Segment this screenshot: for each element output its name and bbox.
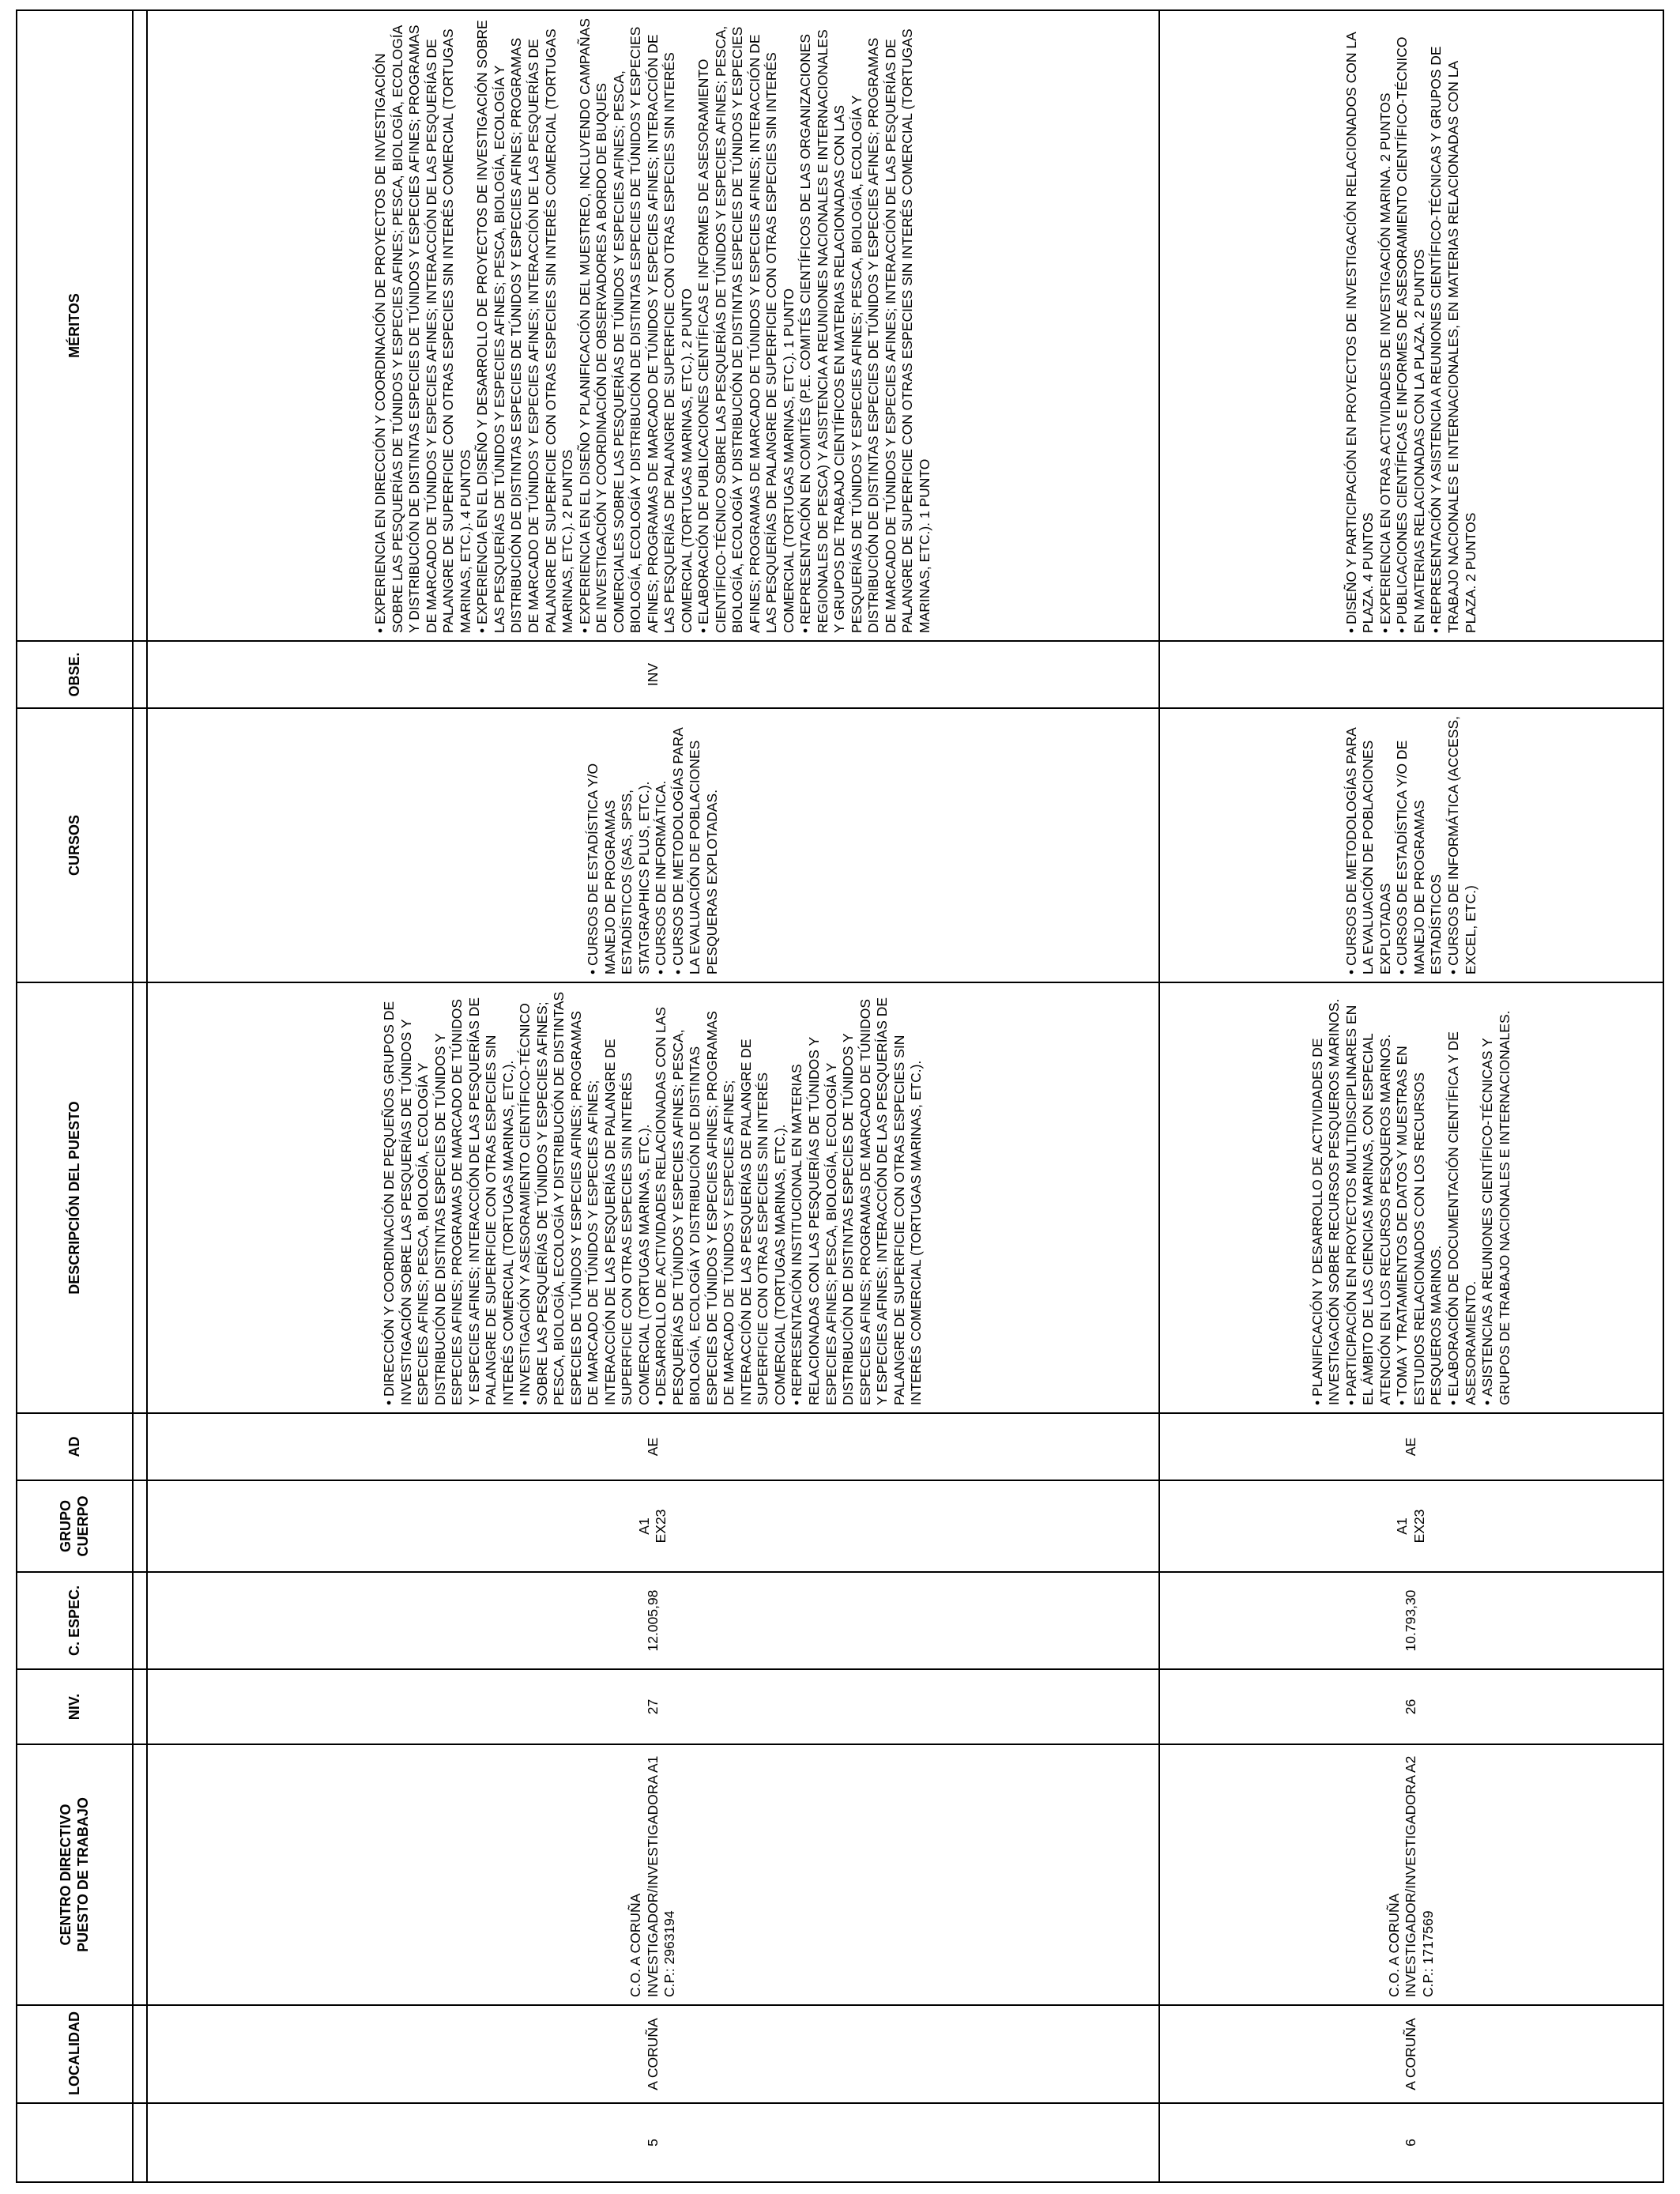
- grupo-value: A1: [635, 1517, 652, 1535]
- header-ad: AD: [17, 1413, 133, 1480]
- header-centro-line2: PUESTO DE TRABAJO: [75, 1797, 92, 1952]
- list-item: • DIRECCIÓN Y COORDINACIÓN DE PEQUEÑOS GRUPOS DE INVESTIGACIÓN SOBRE LAS PESQUERÍAS DE TÚNIDOS Y ESPECIES AFINES; PESCA, BIOLOGÍA, ECOLOGÍA Y DISTRIBUCIÓN DE DISTINTAS ESPECIES DE TÚNIDOS Y ESPECIES AFINES; PROGRAMAS DE MARCADO DE TÚNIDOS Y ESPECIES AFINES; INTERACCIÓN DE LAS PESQUERÍAS DE PALANGRE DE SUPERFICIE CON OTRAS ESPECIES SIN INTERÉS COMERCIAL (TORTUGAS MARINAS, ETC.).: [381, 990, 517, 1405]
- obse-cell: [1159, 641, 1663, 708]
- header-localidad: LOCALIDAD: [17, 2005, 133, 2103]
- list-item: • DISEÑO Y PARTICIPACIÓN EN PROYECTOS DE INVESTIGACIÓN RELACIONADOS CON LA PLAZA. 4 PUNTOS: [1343, 18, 1377, 633]
- complemento-cell: 10.793,30: [1159, 1572, 1663, 1669]
- complemento-cell: 12.005,98: [147, 1572, 1159, 1669]
- list-item: • EXPERIENCIA EN OTRAS ACTIVIDADES DE INVESTIGACIÓN MARINA. 2 PUNTOS: [1377, 18, 1395, 633]
- cursos-cell: [1159, 708, 1663, 982]
- header-cursos: CURSOS: [17, 708, 133, 982]
- header-descripcion: DESCRIPCIÓN DEL PUESTO: [17, 982, 133, 1413]
- list-item: • TOMA Y TRATAMIENTOS DE DATOS Y MUESTRAS EN ESTUDIOS RELACIONADOS CON LOS RECURSOS PESQUEROS MARINOS.: [1394, 990, 1445, 1405]
- centro-name: C.O. A CORUÑA: [627, 1893, 644, 1997]
- header-grupo-line1: GRUPO: [58, 1500, 74, 1553]
- descripcion-cell: [1159, 982, 1663, 1413]
- row-number: 6: [1159, 2103, 1663, 2182]
- list-item: • CURSOS DE ESTADÍSTICA Y/O MANEJO DE PROGRAMAS ESTADÍSTICOS (SAS, SPSS, STATGRAPHICS PLUS, ETC.).: [585, 716, 653, 974]
- puesto-name: INVESTIGADOR/INVESTIGADORA A2: [1403, 1755, 1419, 1997]
- localidad-cell: A CORUÑA: [1159, 2005, 1663, 2103]
- list-item: • CURSOS DE ESTADÍSTICA Y/O DE MANEJO DE PROGRAMAS ESTADÍSTICOS: [1394, 716, 1445, 974]
- list-item: • PARTICIPACIÓN EN PROYECTOS MULTIDISCIPLINARES EN EL ÁMBITO DE LAS CIENCIAS MARINAS, CON ESPECIAL ATENCIÓN EN LOS RECURSOS PESQUEROS MARINOS.: [1343, 990, 1395, 1405]
- header-centro-line1: CENTRO DIRECTIVO: [58, 1804, 74, 1946]
- header-num: [17, 2103, 133, 2182]
- list-item: • EXPERIENCIA EN DIRECCIÓN Y COORDINACIÓN DE PROYECTOS DE INVESTIGACIÓN SOBRE LAS PESQUERÍAS DE TÚNIDOS Y ESPECIES AFINES; PESCA, BIOLOGÍA, ECOLOGÍA Y DISTRIBUCIÓN DE DISTINTAS ESPECIES DE TÚNIDOS Y ESPECIES AFINES; PROGRAMAS DE MARCADO DE TÚNIDOS Y ESPECIES AFINES; INTERACCIÓN DE LAS PESQUERÍAS DE PALANGRE DE SUPERFICIE CON OTRAS ESPECIES SIN INTERÉS COMERCIAL (TORTUGAS MARINAS, ETC.). 4 PUNTOS: [372, 18, 474, 633]
- list-item: • ELABORACIÓN DE PUBLICACIONES CIENTÍFICAS E INFORMES DE ASESORAMIENTO CIENTÍFICO-TÉCNICO SOBRE LAS PESQUERÍAS DE TÚNIDOS Y ESPECIES AFINES; PESCA, BIOLOGÍA, ECOLOGÍA Y DISTRIBUCIÓN DE DISTINTAS ESPECIES DE TÚNIDOS Y ESPECIES AFINES; PROGRAMAS DE MARCADO DE TÚNIDOS Y ESPECIES AFINES; INTERACCIÓN DE LAS PESQUERÍAS DE PALANGRE DE SUPERFICIE CON OTRAS ESPECIES SIN INTERÉS COMERCIAL (TORTUGAS MARINAS, ETC.). 1 PUNTO: [695, 18, 797, 633]
- grupo-value: A1: [1394, 1517, 1411, 1535]
- list-item: • PUBLICACIONES CIENTÍFICAS E INFORMES DE ASESORAMIENTO CIENTÍFICO-TÉCNICO EN MATERIAS RELACIONADAS CON LA PLAZA. 2 PUNTOS: [1394, 18, 1428, 633]
- ad-cell: AE: [1159, 1413, 1663, 1480]
- header-cespec: C. ESPEC.: [17, 1572, 133, 1669]
- row-number: 5: [147, 2103, 1159, 2182]
- list-item: • DESARROLLO DE ACTIVIDADES RELACIONADAS CON LAS PESQUERÍAS DE TÚNIDOS Y ESPECIES AFINES; PESCA, BIOLOGÍA, ECOLOGÍA Y DISTRIBUCIÓN DE DISTINTAS ESPECIES DE TÚNIDOS Y ESPECIES AFINES; PROGRAMAS DE MARCADO DE TÚNIDOS Y ESPECIES AFINES; INTERACCIÓN DE LAS PESQUERÍAS DE PALANGRE DE SUPERFICIE CON OTRAS ESPECIES SIN INTERÉS COMERCIAL (TORTUGAS MARINAS, ETC.).: [653, 990, 789, 1405]
- header-meritos: MÉRITOS: [17, 10, 133, 641]
- codigo-puesto: C.P.: 2963194: [661, 1910, 678, 1997]
- header-row: [17, 10, 133, 2182]
- meritos-cell: [147, 10, 1159, 641]
- list-item: • ASISTENCIAS A REUNIONES CIENTÍFICO-TÉCNICAS Y GRUPOS DE TRABAJO NACIONALES E INTERNACIONALES.: [1479, 990, 1513, 1405]
- grupo-cell: [147, 1480, 1159, 1572]
- centro-name: C.O. A CORUÑA: [1385, 1893, 1402, 1997]
- list-item: • ELABORACIÓN DE DOCUMENTACIÓN CIENTÍFICA Y DE ASESORAMIENTO.: [1445, 990, 1479, 1405]
- localidad-cell: A CORUÑA: [147, 2005, 1159, 2103]
- table-row: [1159, 10, 1663, 2182]
- header-niv: NIV.: [17, 1669, 133, 1744]
- descripcion-cell: [147, 982, 1159, 1413]
- obse-cell: INV: [147, 641, 1159, 708]
- header-obse: OBSE.: [17, 641, 133, 708]
- centro-cell: [1159, 1744, 1663, 2005]
- nivel-cell: 26: [1159, 1669, 1663, 1744]
- codigo-puesto: C.P.: 1717569: [1419, 1910, 1436, 1997]
- list-item: • CURSOS DE INFORMÁTICA (ACCESS, EXCEL, ETC.): [1445, 716, 1479, 974]
- nivel-cell: 27: [147, 1669, 1159, 1744]
- meritos-cell: [1159, 10, 1663, 641]
- cuerpo-value: EX23: [653, 1509, 669, 1544]
- list-item: • CURSOS DE METODOLOGÍAS PARA LA EVALUACIÓN DE POBLACIONES PESQUERAS EXPLOTADAS.: [670, 716, 721, 974]
- list-item: • INVESTIGACIÓN Y ASESORAMIENTO CIENTÍFICO-TÉCNICO SOBRE LAS PESQUERÍAS DE TÚNIDOS Y ESPECIES AFINES; PESCA, BIOLOGÍA, ECOLOGÍA Y DISTRIBUCIÓN DE DISTINTAS ESPECIES DE TÚNIDOS Y ESPECIES AFINES; PROGRAMAS DE MARCADO DE TÚNIDOS Y ESPECIES AFINES; INTERACCIÓN DE LAS PESQUERÍAS DE PALANGRE DE SUPERFICIE CON OTRAS ESPECIES SIN INTERÉS COMERCIAL (TORTUGAS MARINAS, ETC.).: [517, 990, 653, 1405]
- list-item: • CURSOS DE INFORMÁTICA.: [653, 716, 670, 974]
- grupo-cell: [1159, 1480, 1663, 1572]
- list-item: • REPRESENTACIÓN EN COMITÉS (P.E. COMITÉS CIENTÍFICOS DE LAS ORGANIZACIONES REGIONALES DE PESCA) Y ASISTENCIA A REUNIONES NACIONALES E INTERNACIONALES Y GRUPOS DE TRABAJO CIENTÍFICOS EN MATERIAS RELACIONADAS CON LAS PESQUERÍAS DE TÚNIDOS Y ESPECIES AFINES; PESCA, BIOLOGÍA, ECOLOGÍA Y DISTRIBUCIÓN DE DISTINTAS ESPECIES DE TÚNIDOS Y ESPECIES AFINES; PROGRAMAS DE MARCADO DE TÚNIDOS Y ESPECIES AFINES; INTERACCIÓN DE LAS PESQUERÍAS DE PALANGRE DE SUPERFICIE CON OTRAS ESPECIES SIN INTERÉS COMERCIAL (TORTUGAS MARINAS, ETC.). 1 PUNTO: [797, 18, 933, 633]
- list-item: • CURSOS DE METODOLOGÍAS PARA LA EVALUACIÓN DE POBLACIONES EXPLOTADAS: [1343, 716, 1395, 974]
- list-item: • PLANIFICACIÓN Y DESARROLLO DE ACTIVIDADES DE INVESTIGACIÓN SOBRE RECURSOS PESQUEROS MARINOS.: [1309, 990, 1343, 1405]
- header-grupo-line2: CUERPO: [75, 1495, 92, 1557]
- centro-cell: [147, 1744, 1159, 2005]
- header-grupo: [17, 1480, 133, 1572]
- ad-cell: AE: [147, 1413, 1159, 1480]
- puesto-name: INVESTIGADOR/INVESTIGADORA A1: [644, 1755, 661, 1997]
- list-item: • EXPERIENCIA EN EL DISEÑO Y DESARROLLO DE PROYECTOS DE INVESTIGACIÓN SOBRE LAS PESQUERÍAS DE TÚNIDOS Y ESPECIES AFINES; PESCA, BIOLOGÍA, ECOLOGÍA Y DISTRIBUCIÓN DE DISTINTAS ESPECIES DE TÚNIDOS Y ESPECIES AFINES; PROGRAMAS DE MARCADO DE TÚNIDOS Y ESPECIES AFINES; INTERACCIÓN DE LAS PESQUERÍAS DE PALANGRE DE SUPERFICIE CON OTRAS ESPECIES SIN INTERÉS COMERCIAL (TORTUGAS MARINAS, ETC.). 2 PUNTOS: [474, 18, 576, 633]
- header-centro: [17, 1744, 133, 2005]
- spacer-row: [133, 10, 147, 2182]
- cursos-cell: [147, 708, 1159, 982]
- list-item: • EXPERIENCIA EN EL DISEÑO Y PLANIFICACIÓN DEL MUESTREO, INCLUYENDO CAMPAÑAS DE INVESTIGACIÓN Y COORDINACIÓN DE OBSERVADORES A BORDO DE BUQUES COMERCIALES SOBRE LAS PESQUERÍAS DE TÚNIDOS Y ESPECIES AFINES; PESCA, BIOLOGÍA, ECOLOGÍA Y DISTRIBUCIÓN DE DISTINTAS ESPECIES DE TÚNIDOS Y ESPECIES AFINES; PROGRAMAS DE MARCADO DE TÚNIDOS Y ESPECIES AFINES; INTERACCIÓN DE LAS PESQUERÍAS DE PALANGRE DE SUPERFICIE CON OTRAS ESPECIES SIN INTERÉS COMERCIAL (TORTUGAS MARINAS, ETC.). 2 PUNTO: [577, 18, 696, 633]
- cuerpo-value: EX23: [1411, 1509, 1427, 1544]
- list-item: • REPRESENTACIÓN INSTITUCIONAL EN MATERIAS RELACIONADAS CON LAS PESQUERÍAS DE TÚNIDOS Y ESPECIES AFINES; PESCA, BIOLOGÍA, ECOLOGÍA Y DISTRIBUCIÓN DE DISTINTAS ESPECIES DE TÚNIDOS Y ESPECIES AFINES; PROGRAMAS DE MARCADO DE TÚNIDOS Y ESPECIES AFINES; INTERACCIÓN DE LAS PESQUERÍAS DE PALANGRE DE SUPERFICIE CON OTRAS ESPECIES SIN INTERÉS COMERCIAL (TORTUGAS MARINAS, ETC.).: [789, 990, 925, 1405]
- table-row: [147, 10, 1159, 2182]
- jobs-table: [16, 9, 1664, 2183]
- list-item: • REPRESENTACIÓN Y ASISTENCIA A REUNIONES CIENTÍFICO-TÉCNICAS Y GRUPOS DE TRABAJO NACIONALES E INTERNACIONALES, EN MATERIAS RELACIONADAS CON LA PLAZA. 2 PUNTOS: [1428, 18, 1479, 633]
